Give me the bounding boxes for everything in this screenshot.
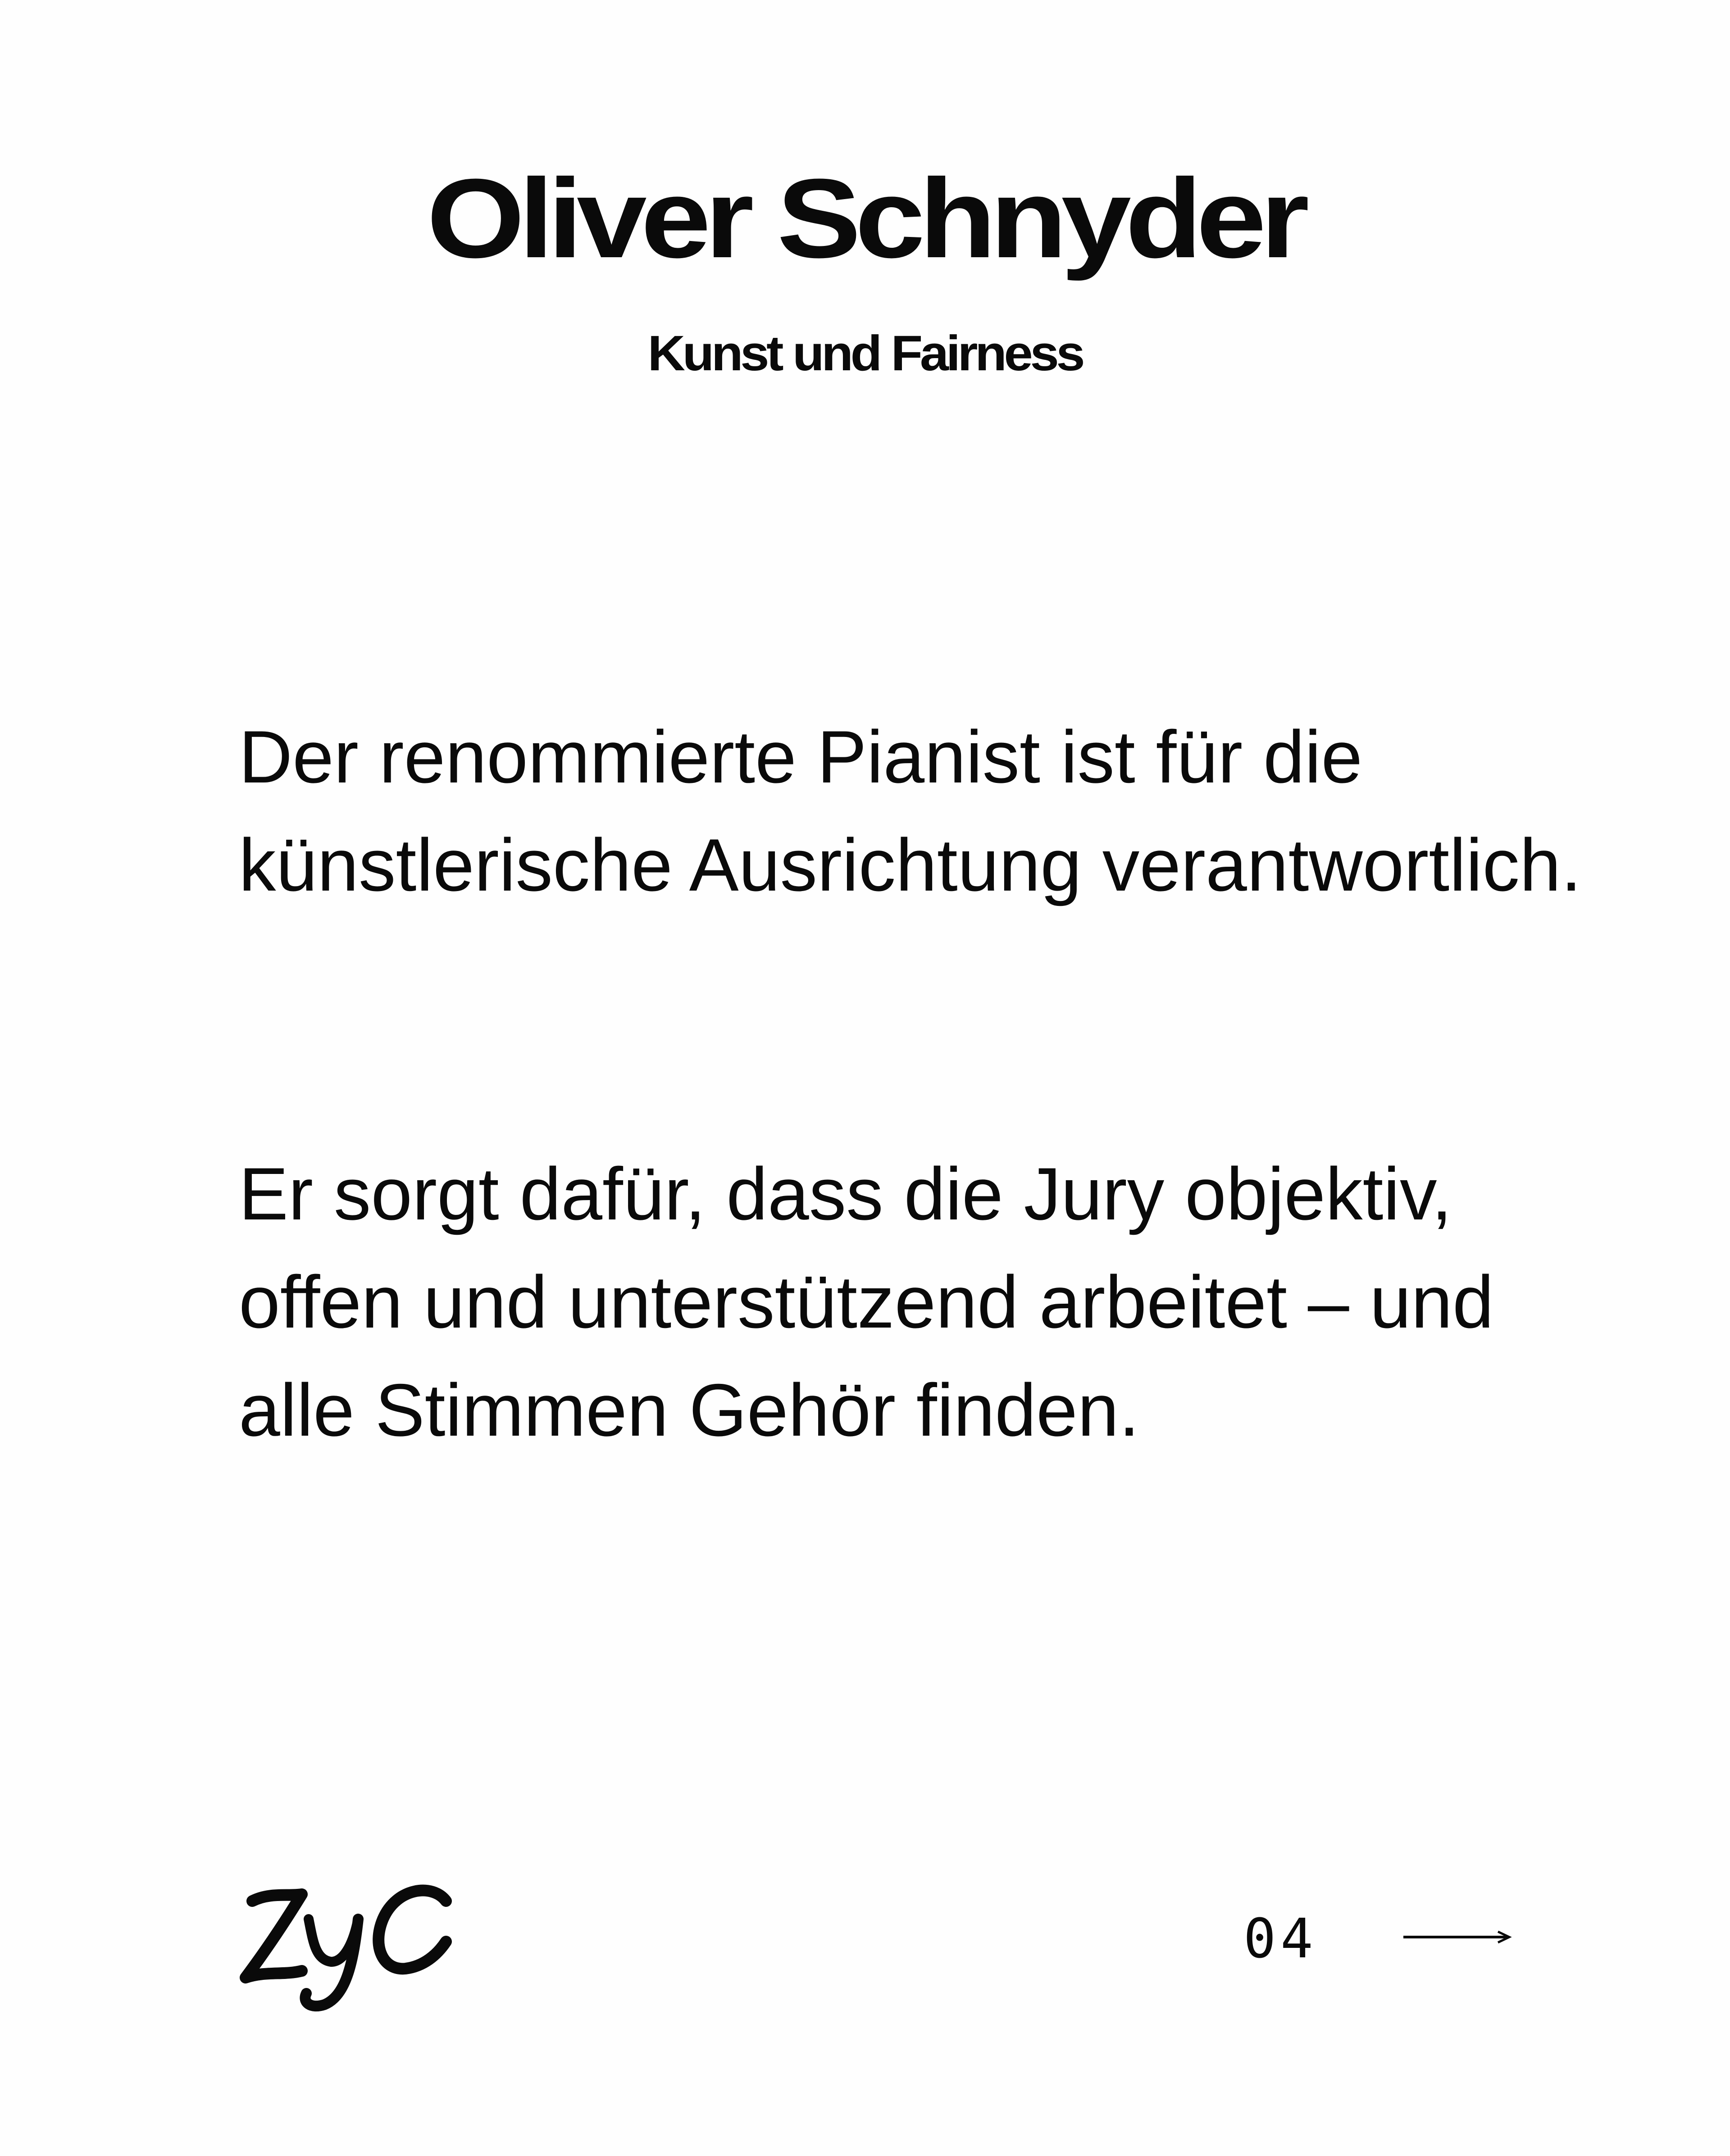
long-right-arrow-icon[interactable] xyxy=(1401,1924,1514,1951)
body-paragraph-2: Er sorgt dafür, dass die Jury objektiv, offen und unterstützend arbeitet – und alle Stimmen Gehör finden. xyxy=(239,1152,1494,1451)
body-paragraph-1: Der renommierte Pianist ist für die künstlerische Ausrichtung verantwortlich. xyxy=(239,715,1582,906)
header xyxy=(0,155,1730,381)
page-number: 04 xyxy=(1243,1908,1318,1970)
page-title: Oliver Schnyder xyxy=(427,155,1303,281)
zyc-logo xyxy=(234,1869,460,2018)
page-subtitle: Kunst und Fairness xyxy=(647,326,1083,381)
